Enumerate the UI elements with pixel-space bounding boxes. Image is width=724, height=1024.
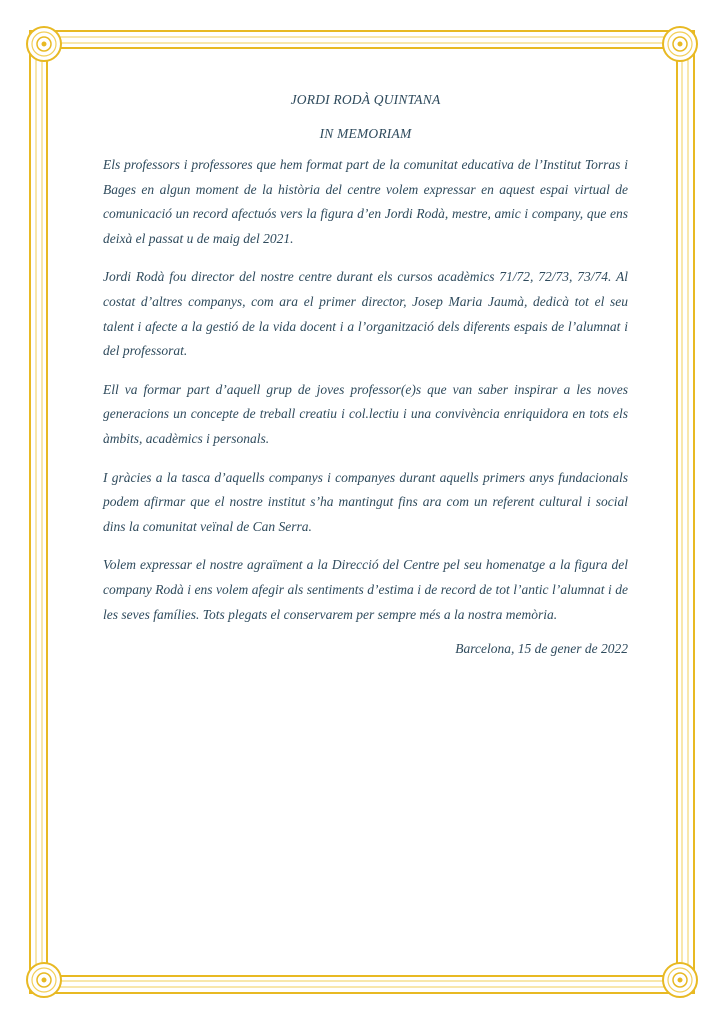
circle-ornament-icon bbox=[663, 27, 697, 61]
paragraph: Jordi Rodà fou director del nostre centre durant els cursos acadèmics 71/72, 72/73, 73/74. Al costat d’altres companys, com ara el primer director, Josep Maria Jaumà, dedicà tot el seu talent i afecte a la gestió de la vida docent i a l’organització dels diferents espais de l’alumnat i del professorat. bbox=[103, 269, 628, 359]
paragraph: Els professors i professores que hem format part de la comunitat educativa de l’Institut Torras i Bages en algun moment de la història del centre volem expressar en aquest espai virtual de comunicació un record afectuós vers la figura d’en Jordi Rodà, mestre, amic i company, que ens deixà el passat u de maig del 2021. bbox=[103, 157, 628, 246]
document-subtitle: IN MEMORIAM bbox=[319, 126, 412, 141]
paragraph: I gràcies a la tasca d’aquells companys i companyes durant aquells primers anys fundacionals podem afirmar que el nostre institut s’ha mantingut fins ara com un referent cultural i social dins la comunitat veïnal de Can Serra. bbox=[103, 469, 628, 534]
document-title: JORDI RODÀ QUINTANA bbox=[290, 92, 441, 107]
circle-ornament-icon bbox=[663, 963, 697, 997]
paragraph: Ell va formar part d’aquell grup de joves professor(e)s que van saber inspirar a les noves generacions un concepte de treball creatiu i col.lectiu i una convivència enriquidora en tots els àmbits, acadèmics i personals. bbox=[103, 381, 628, 446]
memorial-document bbox=[103, 92, 628, 671]
place-date-signature: Barcelona, 15 de gener de 2022 bbox=[455, 641, 628, 657]
paragraph: Volem expressar el nostre agraïment a la Direcció del Centre pel seu homenatge a la figura del company Rodà i ens volem afegir als sentiments d’estima i de record de tot l’antic l’alumnat i de les seves famílies. Tots plegats el conservarem per sempre més a la nostra memòria. bbox=[103, 557, 628, 622]
circle-ornament-icon bbox=[27, 963, 61, 997]
circle-ornament-icon bbox=[27, 27, 61, 61]
